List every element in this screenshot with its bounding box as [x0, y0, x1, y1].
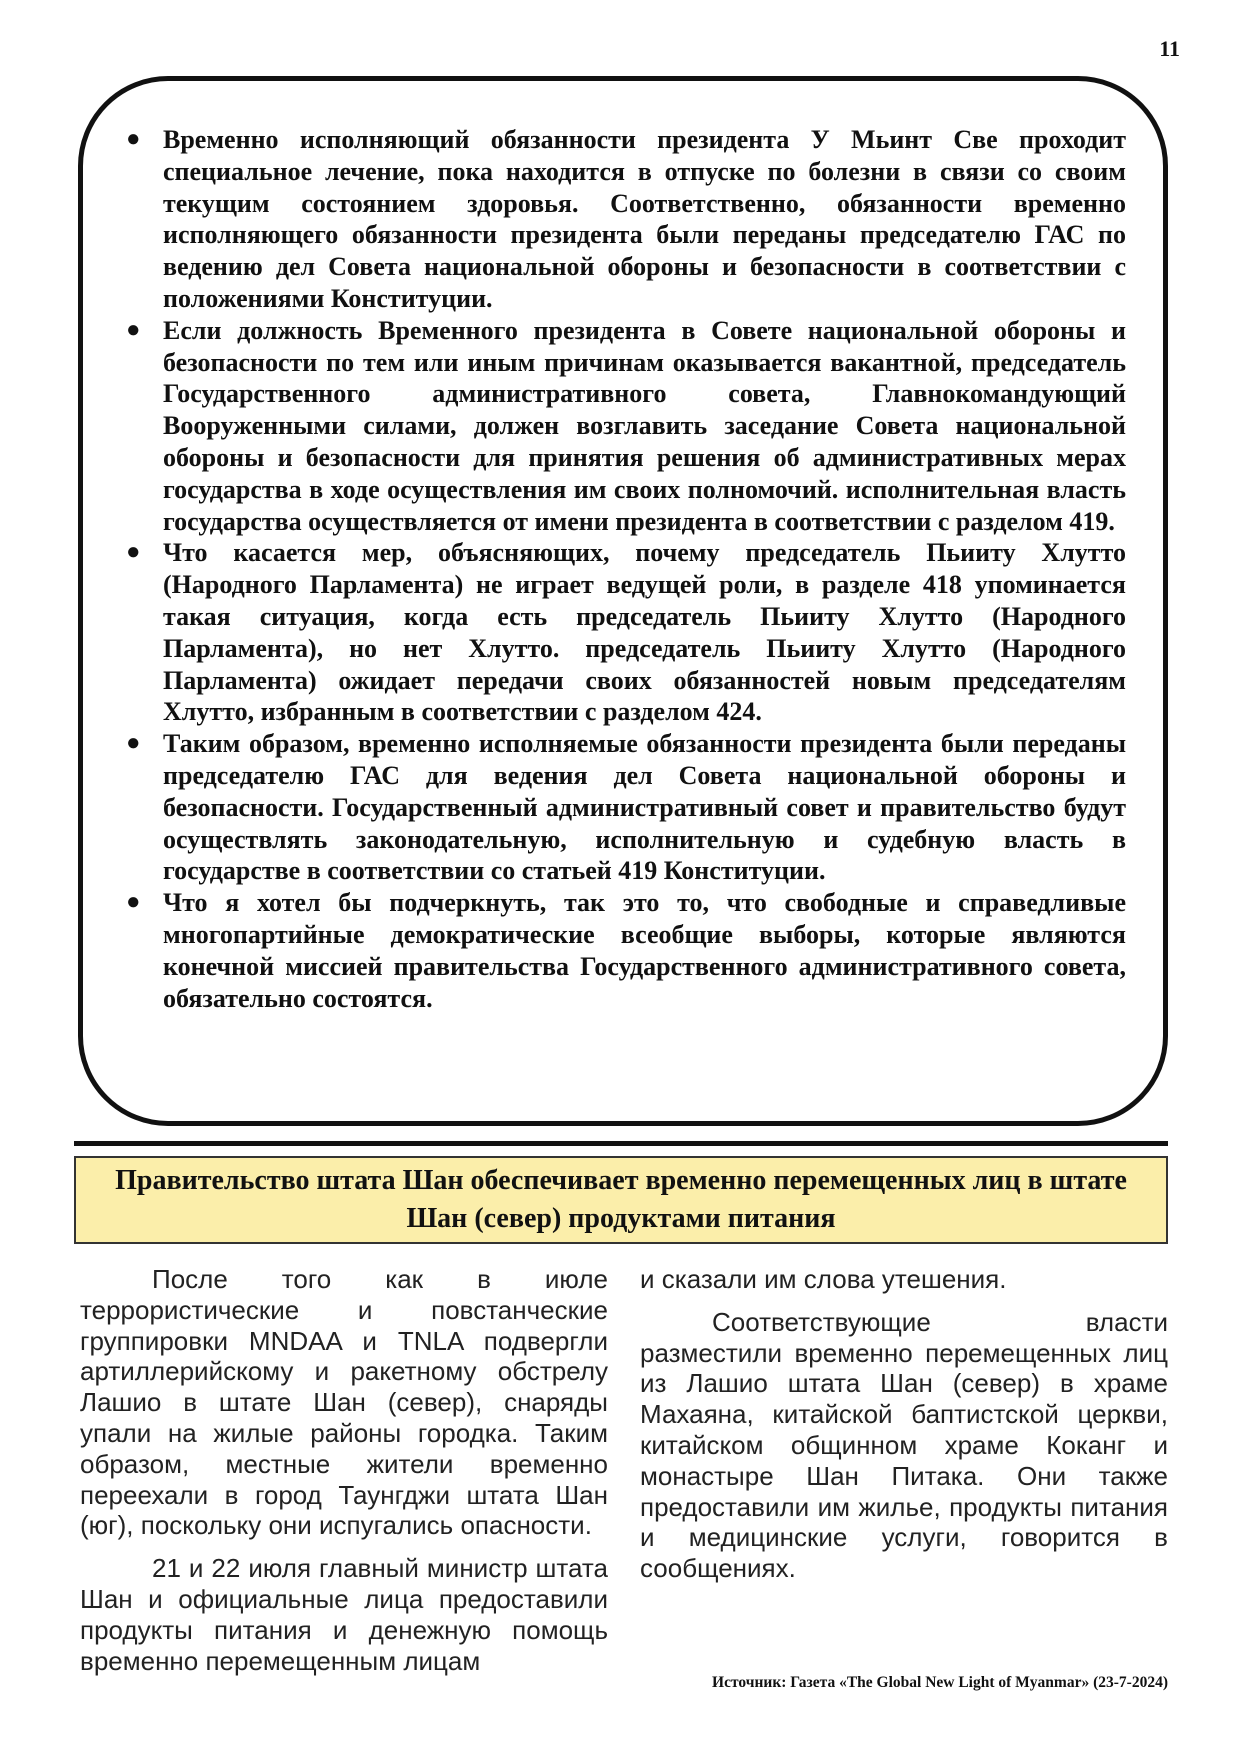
article-paragraph: и сказали им слова утешения.	[640, 1264, 1007, 1294]
summary-bullet-item	[120, 728, 1126, 887]
bullet-icon: ●	[126, 126, 141, 152]
summary-bullet-item	[120, 315, 1126, 538]
bullet-icon: ●	[126, 730, 141, 757]
bullet-text: Временно исполняющий обязанности президента У Мьинт Све проходит специальное лечение, пока находится в отпуске по болезни в связи со своим текущим состоянием здоровья. Соответственно, обязанности временно исполняющего обязанности президента были переданы председателю ГАС по ведению дел Совета национальной обороны и безопасности в соответствии с положениями Конституции.	[163, 125, 1126, 313]
summary-bullet-item	[120, 887, 1126, 1014]
bullet-icon: ●	[126, 539, 141, 566]
article-column-right	[640, 1264, 1168, 1596]
bullet-text: Если должность Временного президента в Совете национальной обороны и безопасности по тем или иным причинам оказывается вакантной, председатель Государственного административного совета, Главнокомандующий Вооруженными силами, должен возглавить заседание Совета национальной обороны и безопасности для принятия решения об административных мерах государства в ходе осуществления им своих полномочий. исполнительная власть государства осуществляется от имени президента в соответствии с разделом 419.	[163, 315, 1126, 536]
bullet-icon: ●	[126, 889, 141, 916]
summary-bullet-item	[120, 124, 1126, 315]
article-headline: Правительство штата Шан обеспечивает временно перемещенных лиц в штате Шан (север) продуктами питания	[115, 1165, 1127, 1234]
bullet-text: Что касается мер, объясняющих, почему председатель Пьииту Хлутто (Народного Парламента) не играет ведущей роли, в разделе 418 упоминается такая ситуация, когда есть председатель Пьииту Хлутто (Народного Парламента), но нет Хлутто. председатель Пьииту Хлутто (Народного Парламента) ожидает передачи своих обязанностей новым председателям Хлутто, избранным в соответствии с разделом 424.	[163, 538, 1126, 727]
article-source: Источник: Газета «The Global New Light of Myanmar» (23-7-2024)	[712, 1674, 1168, 1691]
article-paragraph: Соответствующие власти разместили временно перемещенных лиц из Лашио штата Шан (север) в храме Махаяна, китайской баптистской церкви, китайском общинном храме Коканг и монастыре Шан Питака. Они также предоставили им жилье, продукты питания и медицинские услуги, говорится в сообщениях.	[640, 1306, 1168, 1584]
summary-bullet-item	[120, 537, 1126, 728]
page-number: 11	[1159, 36, 1180, 61]
article-column-left	[80, 1264, 608, 1688]
bullet-text: Что я хотел бы подчеркнуть, так это то, что свободные и справедливые многопартийные демократические всеобщие выборы, которые являются конечной миссией правительства Государственного административного совета, обязательно состоятся.	[163, 888, 1126, 1013]
article-paragraph: После того как в июле террористические и повстанческие группировки MNDAA и TNLA подвергли артиллерийскому и ракетному обстрелу Лашио в штате Шан (север), снаряды упали на жилые районы городка. Таким образом, местные жители временно переехали в город Таунгджи штата Шан (юг), поскольку они испугались опасности.	[80, 1264, 608, 1541]
article-paragraph: 21 и 22 июля главный министр штата Шан и официальные лица предоставили продукты питания и денежную помощь временно перемещенным лицам	[80, 1553, 608, 1676]
divider-top	[74, 1141, 1168, 1146]
summary-bullet-list	[120, 124, 1126, 1014]
bullet-icon: ●	[126, 316, 141, 343]
headline-banner	[74, 1156, 1168, 1244]
bullet-text: Таким образом, временно исполняемые обязанности президента были переданы председателю ГАС для ведения дел Совета национальной обороны и безопасности. Государственный административный совет и правительство будут осуществлять законодательную, исполнительную и судебную власть в государстве в соответствии со статьей 419 Конституции.	[163, 729, 1126, 886]
